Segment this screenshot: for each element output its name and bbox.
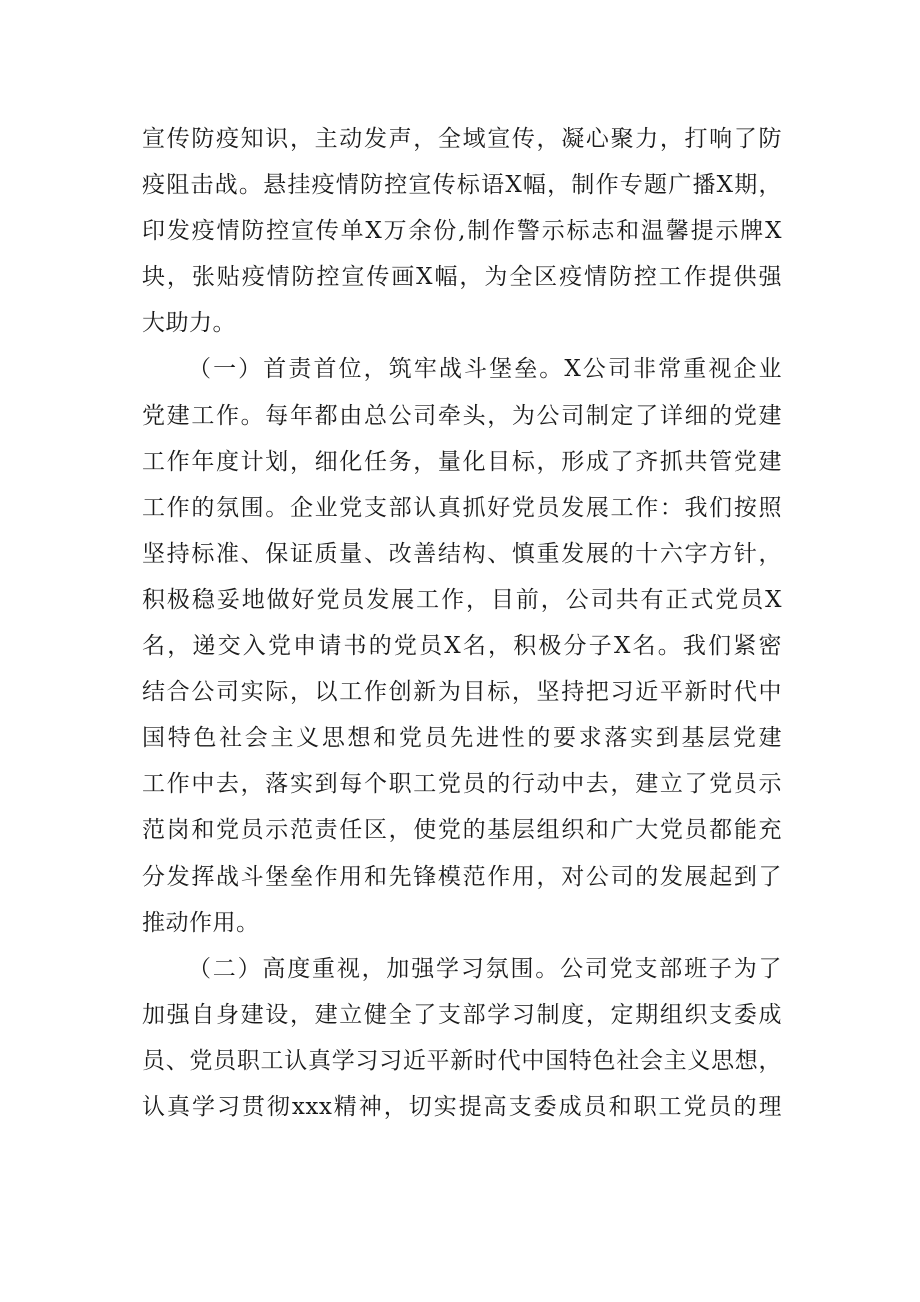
- text-line: 分发挥战斗堡垒作用和先锋模范作用，对公司的发展起到了: [142, 863, 782, 890]
- text-line: 疫阻击战。悬挂疫情防控宣传标语X幅，制作专题广播X期，: [142, 172, 782, 199]
- text-line: 加强自身建设，建立健全了支部学习制度，定期组织支委成: [142, 1001, 782, 1028]
- text-line: 员、党员职工认真学习习近平新时代中国特色社会主义思想，: [142, 1047, 782, 1074]
- text-line: 范岗和党员示范责任区，使党的基层组织和广大党员都能充: [142, 817, 782, 844]
- text-line: 大助力。: [142, 310, 236, 337]
- paragraph-2: [142, 346, 782, 945]
- text-line: 宣传防疫知识，主动发声，全域宣传，凝心聚力，打响了防: [142, 126, 782, 152]
- text-line: 工作年度计划，细化任务，量化目标，形成了齐抓共管党建: [142, 448, 782, 475]
- text-line: 工作的氛围。企业党支部认真抓好党员发展工作：我们按照: [142, 494, 782, 521]
- text-line: 积极稳妥地做好党员发展工作，目前，公司共有正式党员X: [142, 586, 782, 613]
- paragraph-3: [142, 946, 782, 1130]
- text-line: 结合公司实际，以工作创新为目标，坚持把习近平新时代中: [142, 679, 782, 706]
- text-line: 党建工作。每年都由总公司牵头，为公司制定了详细的党建: [142, 402, 782, 429]
- paragraph-heading-line: （二）高度重视，加强学习氛围。公司党支部班子为了: [188, 955, 782, 982]
- document-page: [142, 116, 782, 1130]
- text-line: 工作中去，落实到每个职工党员的行动中去，建立了党员示: [142, 771, 782, 798]
- text-line: 国特色社会主义思想和党员先进性的要求落实到基层党建: [142, 725, 782, 752]
- paragraph-heading-line: （一）首责首位，筑牢战斗堡垒。X公司非常重视企业: [188, 356, 782, 383]
- text-line: 认真学习贯彻xxx精神，切实提高支委成员和职工党员的理: [142, 1093, 782, 1120]
- text-line: 推动作用。: [142, 909, 260, 936]
- text-line: 印发疫情防控宣传单X万余份,制作警示标志和温馨提示牌X: [142, 218, 782, 245]
- paragraph-1: [142, 116, 782, 346]
- text-line: 块，张贴疫情防控宣传画X幅，为全区疫情防控工作提供强: [142, 264, 782, 291]
- text-line: 坚持标准、保证质量、改善结构、慎重发展的十六字方针，: [142, 540, 782, 567]
- text-line: 名，递交入党申请书的党员X名，积极分子X名。我们紧密: [142, 633, 782, 660]
